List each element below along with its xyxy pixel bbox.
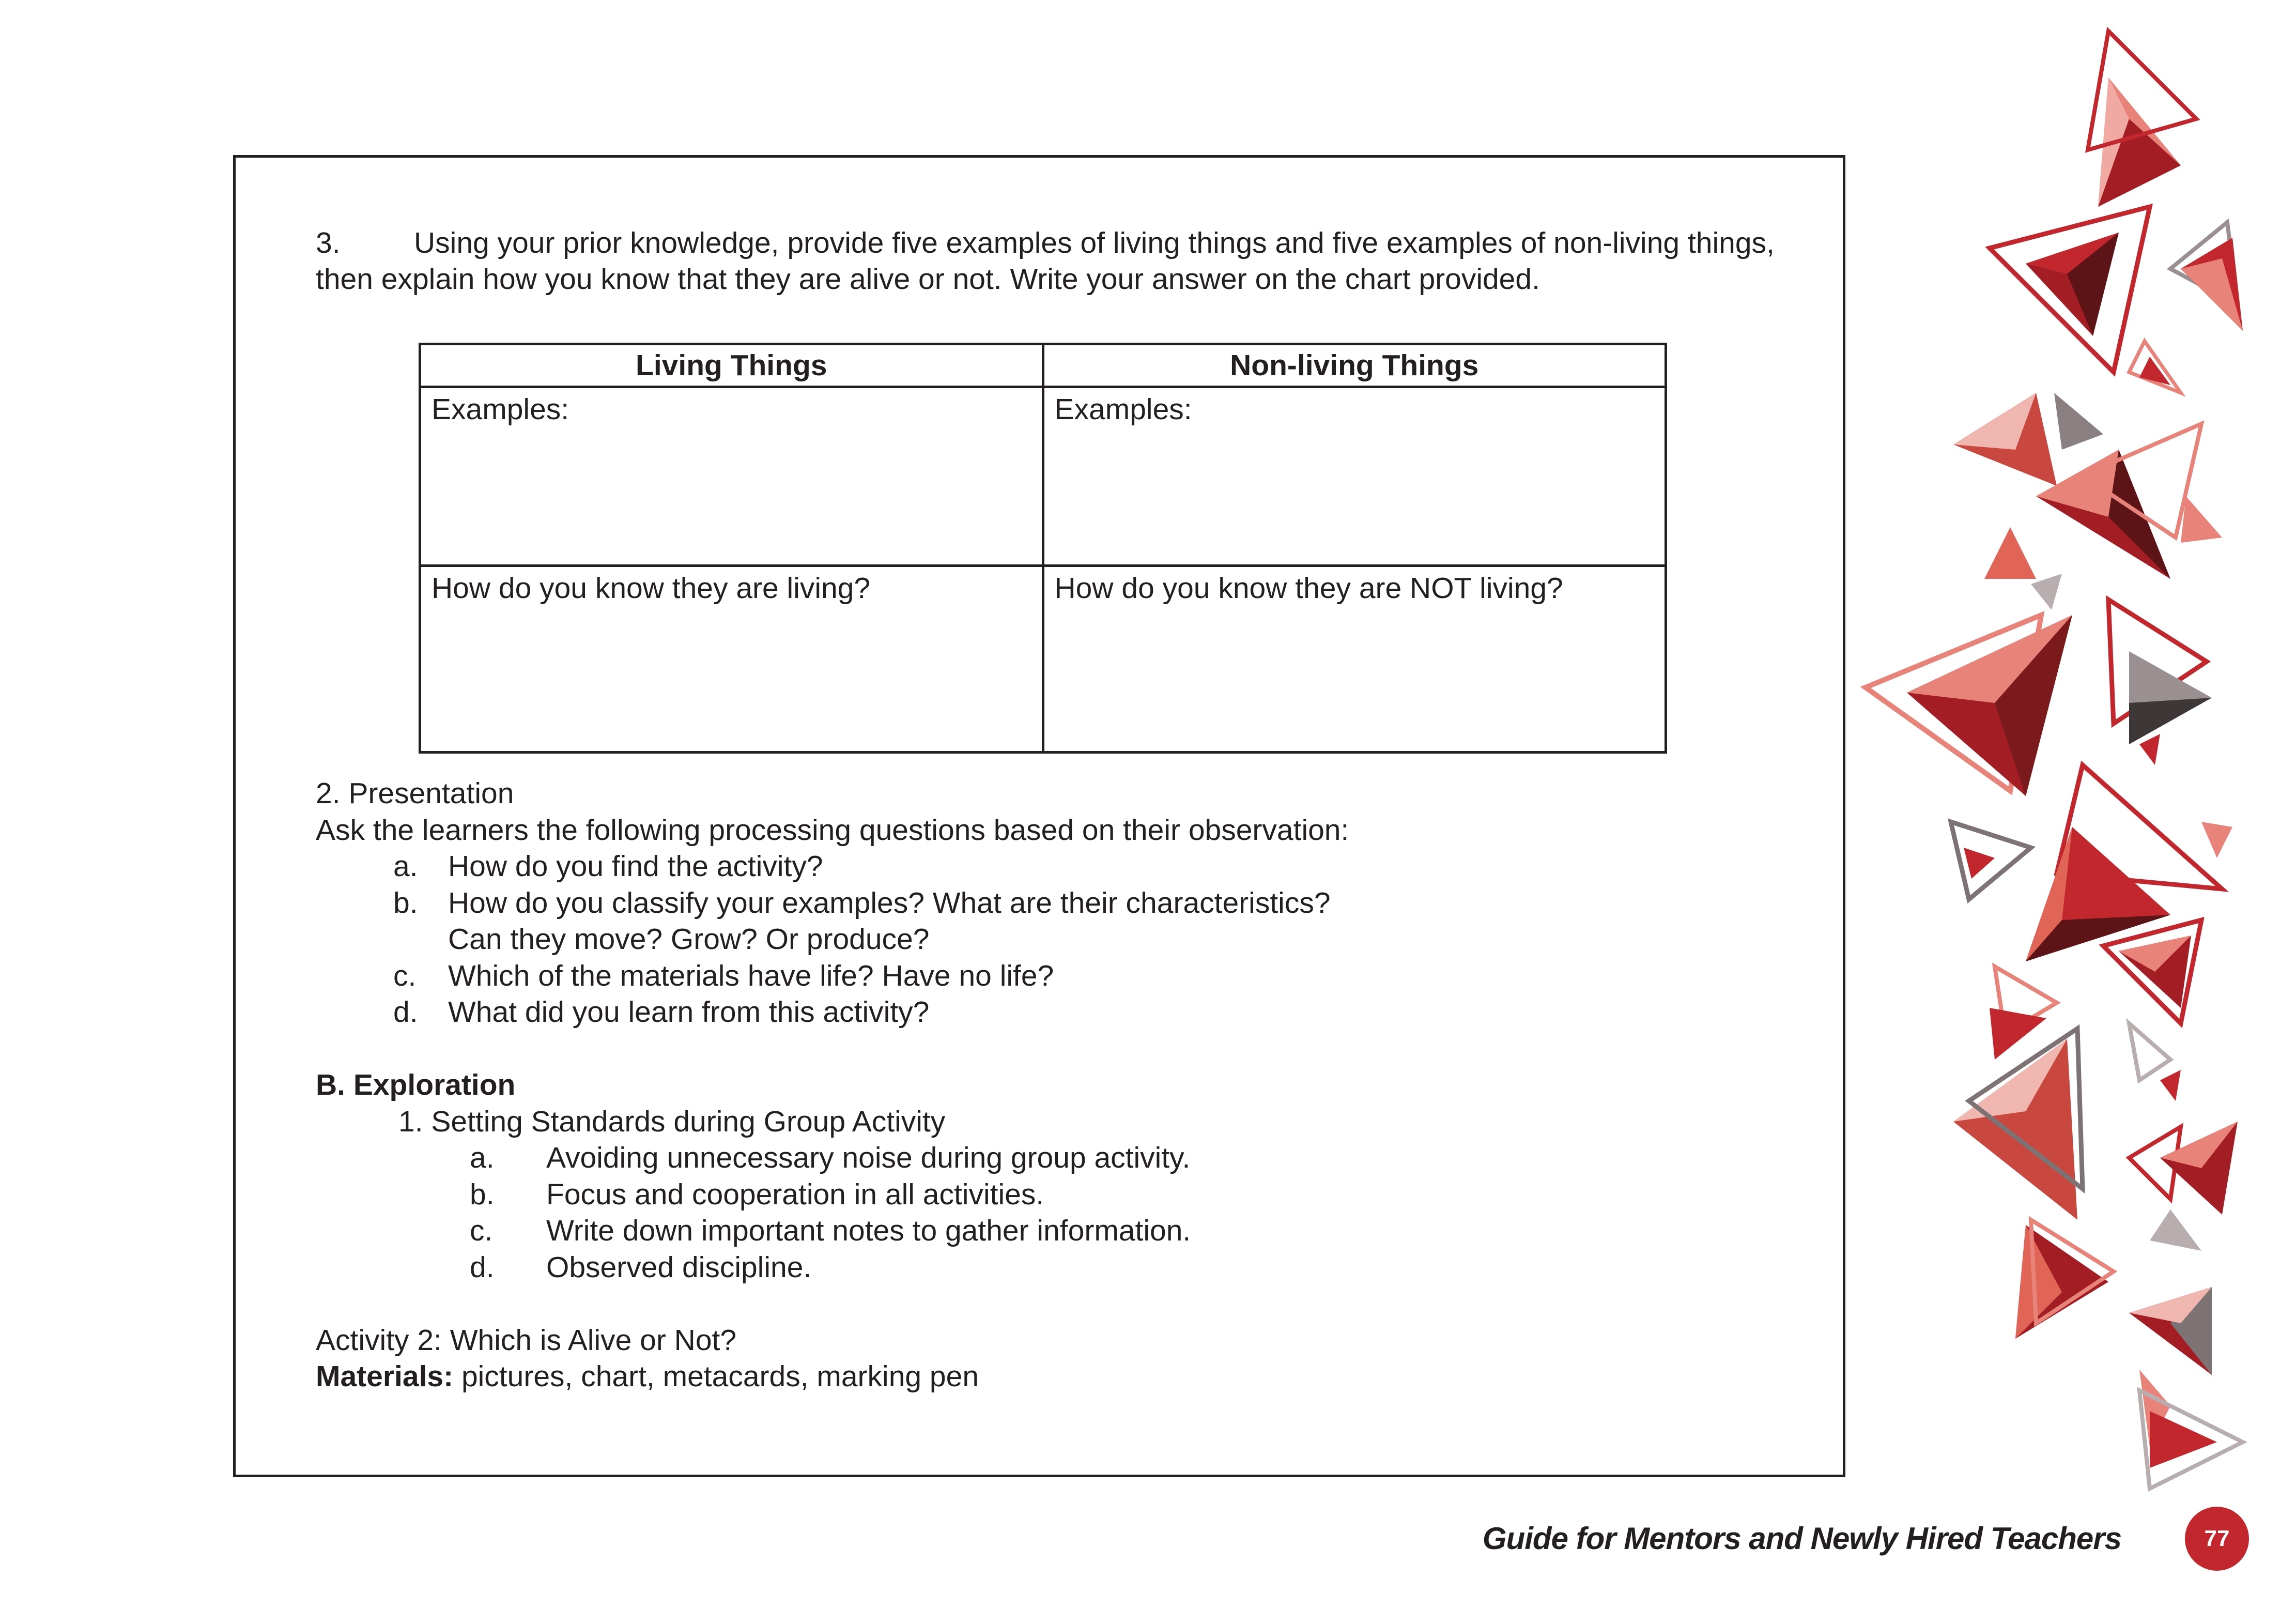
list-item: [316, 958, 1794, 994]
triangle-shape: [1964, 848, 1995, 879]
list-item-text: How do you find the activity?: [448, 850, 823, 883]
list-item: [316, 885, 1794, 922]
list-item-text: Write down important notes to gather information.: [546, 1214, 1191, 1247]
table-row: [420, 566, 1666, 753]
list-item: [316, 848, 1794, 885]
triangle-shape: [2181, 496, 2222, 543]
header-non-living-things: Non-living Things: [1043, 344, 1666, 387]
question-line-1: [316, 225, 1794, 261]
triangle-shape: [2150, 1209, 2201, 1251]
list-item-text: Avoiding unnecessary noise during group activity.: [546, 1141, 1191, 1174]
list-item-letter: d.: [393, 995, 418, 1029]
list-item-letter: d.: [470, 1250, 495, 1284]
triangle-shape: [2054, 393, 2103, 450]
content-frame: [233, 155, 1845, 1477]
table-header-row: [420, 344, 1666, 387]
list-item: [316, 1140, 1794, 1176]
question-line-2: then explain how you know that they are alive or not. Write your answer on the chart provided.: [316, 263, 1540, 296]
page-number-badge: 77: [2185, 1507, 2249, 1571]
list-item-text: Observed discipline.: [546, 1250, 812, 1284]
answer-table: [419, 343, 1667, 754]
list-item: [316, 1249, 1794, 1286]
activity-materials: [316, 1358, 1794, 1395]
guide-title: Guide for Mentors and Newly Hired Teachers: [1482, 1521, 2121, 1556]
materials-label: Materials:: [316, 1360, 454, 1393]
presentation-heading: 2. Presentation: [316, 777, 514, 810]
list-item-text: Focus and cooperation in all activities.: [546, 1177, 1044, 1211]
list-item: [316, 1176, 1794, 1213]
list-item: [316, 1213, 1794, 1249]
list-item-continuation: [316, 921, 1794, 958]
non-living-examples-cell[interactable]: Examples:: [1043, 387, 1666, 566]
triangle-shape: [2160, 1070, 2181, 1101]
list-item-text: Which of the materials have life? Have no life?: [448, 959, 1054, 992]
triangle-shape: [2201, 822, 2232, 858]
presentation-intro: Ask the learners the following processing questions based on their observation:: [316, 813, 1349, 847]
materials-text: pictures, chart, metacards, marking pen: [453, 1360, 979, 1393]
decorative-triangles: [1840, 0, 2296, 1499]
activity-title: Activity 2: Which is Alive or Not?: [316, 1323, 737, 1357]
triangle-shape: [1953, 1039, 2077, 1220]
living-examples-cell[interactable]: Examples:: [420, 387, 1043, 566]
triangle-outline: [2129, 1023, 2170, 1080]
list-item-text: Can they move? Grow? Or produce?: [448, 923, 930, 956]
exploration-heading: B. Exploration: [316, 1068, 516, 1101]
list-item-letter: c.: [470, 1214, 493, 1247]
triangle-shape: [2031, 574, 2062, 610]
list-item-letter: a.: [393, 850, 418, 883]
non-living-reason-cell[interactable]: How do you know they are NOT living?: [1043, 566, 1666, 753]
question-text-1: Using your prior knowledge, provide five examples of living things and five examples of non-living things,: [414, 226, 1775, 259]
question-block: [316, 225, 1794, 297]
list-item-letter: b.: [470, 1177, 495, 1211]
list-item: [316, 994, 1794, 1031]
list-item-letter: c.: [393, 959, 417, 992]
exploration-subheading: 1. Setting Standards during Group Activity: [398, 1105, 946, 1138]
list-item-letter: a.: [470, 1141, 495, 1174]
triangle-shape: [1984, 527, 2036, 579]
list-item-letter: b.: [393, 886, 418, 920]
list-item-text: What did you learn from this activity?: [448, 995, 930, 1029]
triangle-shape: [2139, 734, 2160, 765]
header-living-things: Living Things: [420, 344, 1043, 387]
living-reason-cell[interactable]: How do you know they are living?: [420, 566, 1043, 753]
table-row: [420, 387, 1666, 566]
lesson-section: [316, 775, 1794, 1395]
list-item-text: How do you classify your examples? What are their characteristics?: [448, 886, 1331, 920]
triangle-shape: [2129, 698, 2212, 744]
question-number: 3.: [316, 226, 341, 259]
